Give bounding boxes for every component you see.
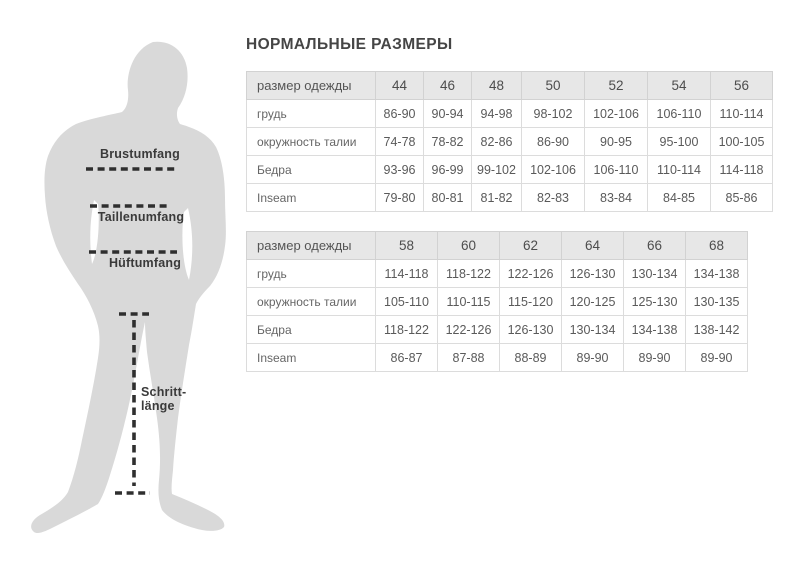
size-column-header: 44 [376, 72, 424, 100]
waist-measurement-label: Taillenumfang [97, 210, 185, 224]
size-range-cell: 90-95 [585, 128, 648, 156]
inseam-measurement-label [141, 385, 186, 413]
size-column-header: 54 [648, 72, 711, 100]
measurement-row-label: окружность талии [247, 288, 376, 316]
measurement-row [247, 344, 748, 372]
page-title: НОРМАЛЬНЫЕ РАЗМЕРЫ [246, 36, 453, 53]
size-header-corner-label: размер одежды [247, 232, 376, 260]
size-range-cell: 90-94 [424, 100, 472, 128]
size-column-header: 60 [438, 232, 500, 260]
measurement-row-label: Inseam [247, 184, 376, 212]
size-column-header: 50 [522, 72, 585, 100]
size-column-header: 56 [711, 72, 773, 100]
size-column-header: 62 [500, 232, 562, 260]
size-range-cell: 130-134 [624, 260, 686, 288]
measurement-row [247, 184, 773, 212]
measurement-row [247, 260, 748, 288]
size-range-cell: 114-118 [711, 156, 773, 184]
male-silhouette [31, 42, 226, 533]
measurement-row [247, 288, 748, 316]
size-range-cell: 130-135 [686, 288, 748, 316]
size-range-cell: 95-100 [648, 128, 711, 156]
size-range-cell: 86-90 [376, 100, 424, 128]
normal-sizes-table-large [246, 231, 748, 372]
size-range-cell: 96-99 [424, 156, 472, 184]
size-range-cell: 114-118 [376, 260, 438, 288]
size-range-cell: 99-102 [472, 156, 522, 184]
size-range-cell: 138-142 [686, 316, 748, 344]
size-column-header: 66 [624, 232, 686, 260]
measurement-row-label: Inseam [247, 344, 376, 372]
size-range-cell: 102-106 [522, 156, 585, 184]
size-range-cell: 110-114 [648, 156, 711, 184]
measurement-row [247, 316, 748, 344]
size-range-cell: 115-120 [500, 288, 562, 316]
size-column-header: 46 [424, 72, 472, 100]
size-range-cell: 93-96 [376, 156, 424, 184]
size-range-cell: 86-90 [522, 128, 585, 156]
size-range-cell: 80-81 [424, 184, 472, 212]
size-range-cell: 126-130 [500, 316, 562, 344]
size-range-cell: 83-84 [585, 184, 648, 212]
size-range-cell: 100-105 [711, 128, 773, 156]
size-range-cell: 110-115 [438, 288, 500, 316]
size-column-header: 68 [686, 232, 748, 260]
size-range-cell: 106-110 [648, 100, 711, 128]
size-range-cell: 134-138 [624, 316, 686, 344]
size-range-cell: 79-80 [376, 184, 424, 212]
normal-sizes-table-small [246, 71, 773, 212]
size-range-cell: 82-86 [472, 128, 522, 156]
size-range-cell: 105-110 [376, 288, 438, 316]
size-range-cell: 84-85 [648, 184, 711, 212]
size-header-corner-label: размер одежды [247, 72, 376, 100]
size-range-cell: 81-82 [472, 184, 522, 212]
size-range-cell: 134-138 [686, 260, 748, 288]
size-column-header: 48 [472, 72, 522, 100]
male-silhouette-illustration [10, 40, 250, 550]
size-range-cell: 130-134 [562, 316, 624, 344]
size-range-cell: 74-78 [376, 128, 424, 156]
measurement-row-label: грудь [247, 100, 376, 128]
size-range-cell: 125-130 [624, 288, 686, 316]
inseam-label-line2: länge [141, 399, 175, 413]
size-range-cell: 98-102 [522, 100, 585, 128]
size-range-cell: 85-86 [711, 184, 773, 212]
size-range-cell: 87-88 [438, 344, 500, 372]
size-range-cell: 89-90 [624, 344, 686, 372]
size-range-cell: 78-82 [424, 128, 472, 156]
size-range-cell: 118-122 [376, 316, 438, 344]
size-header-row [247, 232, 748, 260]
size-range-cell: 122-126 [500, 260, 562, 288]
measurement-row-label: Бедра [247, 156, 376, 184]
measurement-row [247, 156, 773, 184]
size-column-header: 58 [376, 232, 438, 260]
size-range-cell: 110-114 [711, 100, 773, 128]
size-column-header: 64 [562, 232, 624, 260]
size-header-row [247, 72, 773, 100]
size-range-cell: 86-87 [376, 344, 438, 372]
measurement-row [247, 100, 773, 128]
size-range-cell: 102-106 [585, 100, 648, 128]
size-column-header: 52 [585, 72, 648, 100]
size-range-cell: 89-90 [686, 344, 748, 372]
size-range-cell: 106-110 [585, 156, 648, 184]
size-range-cell: 82-83 [522, 184, 585, 212]
inseam-label-line1: Schritt- [141, 385, 187, 399]
size-range-cell: 94-98 [472, 100, 522, 128]
size-range-cell: 120-125 [562, 288, 624, 316]
size-range-cell: 118-122 [438, 260, 500, 288]
measurement-row-label: окружность талии [247, 128, 376, 156]
size-range-cell: 126-130 [562, 260, 624, 288]
size-range-cell: 88-89 [500, 344, 562, 372]
measurement-row-label: Бедра [247, 316, 376, 344]
chest-measurement-label: Brustumfang [100, 147, 180, 161]
size-range-cell: 122-126 [438, 316, 500, 344]
hip-measurement-label: Hüftumfang [108, 256, 182, 270]
measurement-row-label: грудь [247, 260, 376, 288]
measurement-figure [10, 40, 250, 550]
measurement-row [247, 128, 773, 156]
size-range-cell: 89-90 [562, 344, 624, 372]
